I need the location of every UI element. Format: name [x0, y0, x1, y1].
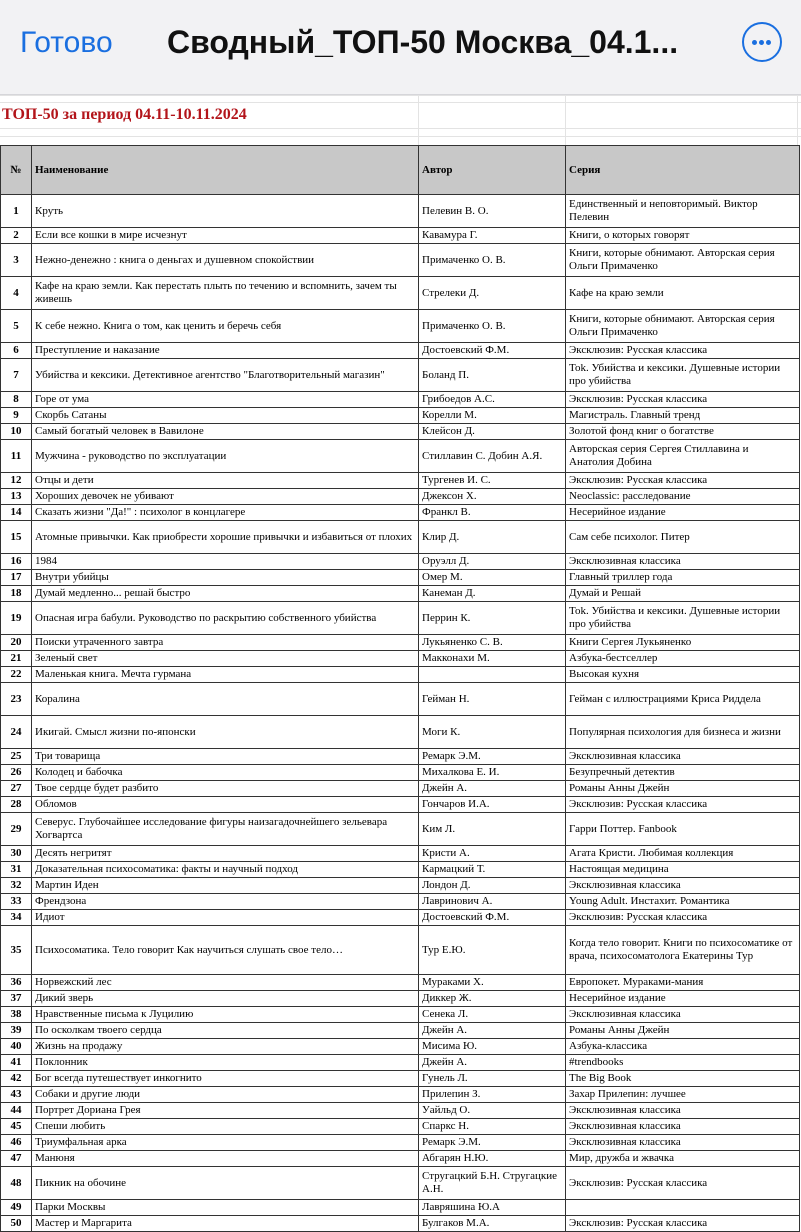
book-title[interactable]: Нравственные письма к Луцилию — [32, 1007, 419, 1023]
book-author[interactable]: Моги К. — [419, 716, 566, 749]
row-num[interactable]: 13 — [1, 489, 32, 505]
row-num[interactable]: 43 — [1, 1087, 32, 1103]
book-series[interactable]: Золотой фонд книг о богатстве — [566, 424, 800, 440]
row-num[interactable]: 17 — [1, 570, 32, 586]
book-author[interactable]: Перрин К. — [419, 602, 566, 635]
table-row[interactable] — [1, 1023, 800, 1039]
table-row[interactable] — [1, 667, 800, 683]
book-author[interactable]: Гончаров И.А. — [419, 797, 566, 813]
book-series[interactable]: Азбука-классика — [566, 1039, 800, 1055]
table-row[interactable] — [1, 244, 800, 277]
row-num[interactable]: 15 — [1, 521, 32, 554]
table-row[interactable] — [1, 440, 800, 473]
table-row[interactable] — [1, 910, 800, 926]
book-author[interactable]: Кристи А. — [419, 846, 566, 862]
row-num[interactable]: 22 — [1, 667, 32, 683]
row-num[interactable]: 16 — [1, 554, 32, 570]
book-series[interactable]: Tok. Убийства и кексики. Душевные истории про убийства — [566, 602, 800, 635]
row-num[interactable]: 49 — [1, 1200, 32, 1216]
row-num[interactable]: 7 — [1, 359, 32, 392]
book-title[interactable]: Преступление и наказание — [32, 343, 419, 359]
table-row[interactable] — [1, 975, 800, 991]
book-title[interactable]: Бог всегда путешествует инкогнито — [32, 1071, 419, 1087]
book-title[interactable]: Кафе на краю земли. Как перестать плыть по течению и вспомнить, зачем ты живешь — [32, 277, 419, 310]
book-author[interactable]: Грибоедов А.С. — [419, 392, 566, 408]
book-series[interactable]: Эксклюзив: Русская классика — [566, 910, 800, 926]
book-series[interactable]: Азбука-бестселлер — [566, 651, 800, 667]
header-num: № — [1, 146, 32, 195]
book-author[interactable]: Тургенев И. С. — [419, 473, 566, 489]
book-series[interactable]: Магистраль. Главный тренд — [566, 408, 800, 424]
table-row[interactable] — [1, 586, 800, 602]
book-title[interactable]: Нежно-денежно : книга о деньгах и душевном спокойствии — [32, 244, 419, 277]
table-row[interactable] — [1, 310, 800, 343]
row-num[interactable]: 9 — [1, 408, 32, 424]
table-row[interactable] — [1, 1039, 800, 1055]
table-row[interactable] — [1, 1200, 800, 1216]
book-title[interactable]: Внутри убийцы — [32, 570, 419, 586]
row-num[interactable]: 24 — [1, 716, 32, 749]
row-num[interactable]: 33 — [1, 894, 32, 910]
row-num[interactable]: 47 — [1, 1151, 32, 1167]
book-series[interactable]: Главный триллер года — [566, 570, 800, 586]
book-author[interactable]: Лавряшина Ю.А — [419, 1200, 566, 1216]
book-author[interactable]: Диккер Ж. — [419, 991, 566, 1007]
row-num[interactable]: 8 — [1, 392, 32, 408]
row-num[interactable]: 42 — [1, 1071, 32, 1087]
table-row[interactable] — [1, 1135, 800, 1151]
table-row[interactable] — [1, 570, 800, 586]
row-num[interactable]: 2 — [1, 228, 32, 244]
book-author[interactable]: Мисима Ю. — [419, 1039, 566, 1055]
table-row[interactable] — [1, 505, 800, 521]
book-series[interactable]: Эксклюзивная классика — [566, 1135, 800, 1151]
book-author[interactable]: Михалкова Е. И. — [419, 765, 566, 781]
table-row[interactable] — [1, 602, 800, 635]
book-title[interactable]: Северус. Глубочайшее исследование фигуры наизагадочнейшего зельевара Хогвартса — [32, 813, 419, 846]
book-title[interactable]: Скорбь Сатаны — [32, 408, 419, 424]
table-row[interactable] — [1, 683, 800, 716]
book-author[interactable]: Джексон Х. — [419, 489, 566, 505]
row-num[interactable]: 34 — [1, 910, 32, 926]
row-num[interactable]: 28 — [1, 797, 32, 813]
book-title[interactable]: Обломов — [32, 797, 419, 813]
book-series[interactable]: Гейман с иллюстрациями Криса Риддела — [566, 683, 800, 716]
book-title[interactable]: Атомные привычки. Как приобрести хорошие привычки и избавиться от плохих — [32, 521, 419, 554]
book-author[interactable]: Абгарян Н.Ю. — [419, 1151, 566, 1167]
book-author[interactable]: Лондон Д. — [419, 878, 566, 894]
table-row[interactable] — [1, 392, 800, 408]
row-num[interactable]: 5 — [1, 310, 32, 343]
row-num[interactable]: 20 — [1, 635, 32, 651]
book-author[interactable]: Макконахи М. — [419, 651, 566, 667]
book-author[interactable]: Примаченко О. В. — [419, 244, 566, 277]
book-series[interactable]: Кафе на краю земли — [566, 277, 800, 310]
book-series[interactable]: Эксклюзивная классика — [566, 1119, 800, 1135]
book-series[interactable]: Neoclassic: расследование — [566, 489, 800, 505]
book-series[interactable]: Эксклюзив: Русская классика — [566, 797, 800, 813]
book-author[interactable]: Примаченко О. В. — [419, 310, 566, 343]
top50-table — [0, 145, 800, 1232]
book-series[interactable]: Настоящая медицина — [566, 862, 800, 878]
table-row[interactable] — [1, 926, 800, 975]
row-num[interactable]: 4 — [1, 277, 32, 310]
book-series[interactable]: Книги, которые обнимают. Авторская серия Ольги Примаченко — [566, 310, 800, 343]
row-num[interactable]: 38 — [1, 1007, 32, 1023]
table-row[interactable] — [1, 781, 800, 797]
book-author[interactable]: Достоевский Ф.М. — [419, 910, 566, 926]
table-row[interactable] — [1, 228, 800, 244]
book-title[interactable]: Коралина — [32, 683, 419, 716]
book-title[interactable]: Идиот — [32, 910, 419, 926]
book-author[interactable]: Кармацкий Т. — [419, 862, 566, 878]
book-title[interactable]: 1984 — [32, 554, 419, 570]
table-row[interactable] — [1, 797, 800, 813]
table-row[interactable] — [1, 343, 800, 359]
book-author[interactable]: Корелли М. — [419, 408, 566, 424]
book-title[interactable]: Мастер и Маргарита — [32, 1216, 419, 1232]
row-num[interactable]: 37 — [1, 991, 32, 1007]
book-series[interactable]: Романы Анны Джейн — [566, 781, 800, 797]
table-row[interactable] — [1, 1055, 800, 1071]
row-num[interactable]: 11 — [1, 440, 32, 473]
table-row[interactable] — [1, 894, 800, 910]
row-num[interactable]: 1 — [1, 195, 32, 228]
book-title[interactable]: Круть — [32, 195, 419, 228]
book-series[interactable]: Гарри Поттер. Fanbook — [566, 813, 800, 846]
row-num[interactable]: 19 — [1, 602, 32, 635]
more-dot — [766, 40, 771, 45]
book-author[interactable]: Ремарк Э.М. — [419, 749, 566, 765]
row-num[interactable]: 25 — [1, 749, 32, 765]
book-series[interactable]: Мир, дружба и жвачка — [566, 1151, 800, 1167]
book-title[interactable]: Дикий зверь — [32, 991, 419, 1007]
book-series[interactable]: Когда тело говорит. Книги по психосоматике от врача, психосоматолога Екатерины Тур — [566, 926, 800, 975]
table-row[interactable] — [1, 195, 800, 228]
book-author[interactable]: Джейн А. — [419, 1023, 566, 1039]
header-author: Автор — [419, 146, 566, 195]
book-series[interactable]: Эксклюзив: Русская классика — [566, 392, 800, 408]
book-author[interactable]: Пелевин В. О. — [419, 195, 566, 228]
book-author[interactable]: Уайльд О. — [419, 1103, 566, 1119]
book-title[interactable]: Собаки и другие люди — [32, 1087, 419, 1103]
table-row[interactable] — [1, 424, 800, 440]
book-author[interactable]: Франкл В. — [419, 505, 566, 521]
row-num[interactable]: 36 — [1, 975, 32, 991]
book-title[interactable]: Сказать жизни "Да!" : психолог в концлагере — [32, 505, 419, 521]
book-title[interactable]: Поиски утраченного завтра — [32, 635, 419, 651]
book-title[interactable]: Френдзона — [32, 894, 419, 910]
document-title: Сводный_ТОП-50 Москва_04.1... — [167, 24, 679, 60]
book-author[interactable]: Сенека Л. — [419, 1007, 566, 1023]
book-title[interactable]: К себе нежно. Книга о том, как ценить и беречь себя — [32, 310, 419, 343]
row-num[interactable]: 10 — [1, 424, 32, 440]
row-num[interactable]: 46 — [1, 1135, 32, 1151]
table-row[interactable] — [1, 489, 800, 505]
book-author[interactable]: Клир Д. — [419, 521, 566, 554]
book-author[interactable]: Джейн А. — [419, 781, 566, 797]
book-author[interactable]: Стругацкий Б.Н. Стругацкие А.Н. — [419, 1167, 566, 1200]
book-title[interactable]: Портрет Дориана Грея — [32, 1103, 419, 1119]
book-author[interactable]: Булгаков М.А. — [419, 1216, 566, 1232]
done-button[interactable]: Готово — [20, 26, 113, 59]
book-series[interactable]: Безупречный детектив — [566, 765, 800, 781]
viewer-toolbar — [0, 0, 801, 95]
row-num[interactable]: 41 — [1, 1055, 32, 1071]
book-series[interactable] — [566, 1200, 800, 1216]
book-series[interactable]: Европокет. Мураками-мания — [566, 975, 800, 991]
row-num[interactable]: 50 — [1, 1216, 32, 1232]
book-series[interactable]: Романы Анны Джейн — [566, 1023, 800, 1039]
book-series[interactable]: Книги, которые обнимают. Авторская серия Ольги Примаченко — [566, 244, 800, 277]
book-series[interactable]: Эксклюзив: Русская классика — [566, 1167, 800, 1200]
table-header-row — [1, 146, 800, 195]
book-series[interactable]: Эксклюзивная классика — [566, 1007, 800, 1023]
book-title[interactable]: Норвежский лес — [32, 975, 419, 991]
table-row[interactable] — [1, 277, 800, 310]
table-row[interactable] — [1, 1119, 800, 1135]
book-title[interactable]: Горе от ума — [32, 392, 419, 408]
table-row[interactable] — [1, 521, 800, 554]
book-title[interactable]: Поклонник — [32, 1055, 419, 1071]
table-row[interactable] — [1, 991, 800, 1007]
table-row[interactable] — [1, 359, 800, 392]
book-title[interactable]: Отцы и дети — [32, 473, 419, 489]
book-title[interactable]: Жизнь на продажу — [32, 1039, 419, 1055]
book-author[interactable]: Тур Е.Ю. — [419, 926, 566, 975]
book-series[interactable]: Книги Сергея Лукьяненко — [566, 635, 800, 651]
header-name: Наименование — [32, 146, 419, 195]
book-series[interactable]: Единственный и неповторимый. Виктор Пелевин — [566, 195, 800, 228]
table-row[interactable] — [1, 1007, 800, 1023]
book-series[interactable]: Популярная психология для бизнеса и жизни — [566, 716, 800, 749]
book-series[interactable]: Young Adult. Инстахит. Романтика — [566, 894, 800, 910]
book-series[interactable]: Эксклюзив: Русская классика — [566, 343, 800, 359]
book-title[interactable]: Психосоматика. Тело говорит Как научиться слушать свое тело… — [32, 926, 419, 975]
book-title[interactable]: Убийства и кексики. Детективное агентство "Благотворительный магазин" — [32, 359, 419, 392]
book-title[interactable]: Мужчина - руководство по эксплуатации — [32, 440, 419, 473]
book-title[interactable]: По осколкам твоего сердца — [32, 1023, 419, 1039]
table-row[interactable] — [1, 554, 800, 570]
row-num[interactable]: 14 — [1, 505, 32, 521]
book-series[interactable]: Эксклюзивная классика — [566, 554, 800, 570]
book-series[interactable]: Эксклюзивная классика — [566, 749, 800, 765]
book-title[interactable]: Пикник на обочине — [32, 1167, 419, 1200]
table-row[interactable] — [1, 716, 800, 749]
book-series[interactable]: Книги, о которых говорят — [566, 228, 800, 244]
row-num[interactable]: 6 — [1, 343, 32, 359]
book-author[interactable]: Гейман Н. — [419, 683, 566, 716]
book-series[interactable]: Эксклюзив: Русская классика — [566, 1216, 800, 1232]
book-series[interactable]: Думай и Решай — [566, 586, 800, 602]
row-num[interactable]: 44 — [1, 1103, 32, 1119]
book-author[interactable]: Достоевский Ф.М. — [419, 343, 566, 359]
row-num[interactable]: 32 — [1, 878, 32, 894]
book-title[interactable]: Икигай. Смысл жизни по-японски — [32, 716, 419, 749]
row-num[interactable]: 48 — [1, 1167, 32, 1200]
book-title[interactable]: Три товарища — [32, 749, 419, 765]
table-row[interactable] — [1, 635, 800, 651]
book-author[interactable]: Канеман Д. — [419, 586, 566, 602]
table-row[interactable] — [1, 1216, 800, 1232]
book-title[interactable]: Если все кошки в мире исчезнут — [32, 228, 419, 244]
book-author[interactable]: Прилепин З. — [419, 1087, 566, 1103]
book-series[interactable]: #trendbooks — [566, 1055, 800, 1071]
row-num[interactable]: 27 — [1, 781, 32, 797]
book-series[interactable]: Сам себе психолог. Питер — [566, 521, 800, 554]
book-author[interactable]: Ремарк Э.М. — [419, 1135, 566, 1151]
book-title[interactable]: Самый богатый человек в Вавилоне — [32, 424, 419, 440]
row-num[interactable]: 39 — [1, 1023, 32, 1039]
book-series[interactable]: Агата Кристи. Любимая коллекция — [566, 846, 800, 862]
book-author[interactable]: Мураками Х. — [419, 975, 566, 991]
book-series[interactable]: Эксклюзив: Русская классика — [566, 473, 800, 489]
spreadsheet-view[interactable] — [0, 95, 801, 1229]
book-series[interactable]: Захар Прилепин: лучшее — [566, 1087, 800, 1103]
table-row[interactable] — [1, 1087, 800, 1103]
book-title[interactable]: Доказательная психосоматика: факты и научный подход — [32, 862, 419, 878]
row-num[interactable]: 23 — [1, 683, 32, 716]
book-author[interactable]: Ким Л. — [419, 813, 566, 846]
header-series: Серия — [566, 146, 800, 195]
row-num[interactable]: 18 — [1, 586, 32, 602]
table-row[interactable] — [1, 1071, 800, 1087]
row-num[interactable]: 29 — [1, 813, 32, 846]
table-row[interactable] — [1, 862, 800, 878]
book-title[interactable]: Десять негритят — [32, 846, 419, 862]
book-series[interactable]: Tok. Убийства и кексики. Душевные истории про убийства — [566, 359, 800, 392]
table-row[interactable] — [1, 878, 800, 894]
book-title[interactable]: Твое сердце будет разбито — [32, 781, 419, 797]
book-title[interactable]: Мартин Иден — [32, 878, 419, 894]
book-series[interactable]: Несерийное издание — [566, 991, 800, 1007]
book-author[interactable]: Гунель Л. — [419, 1071, 566, 1087]
table-row[interactable] — [1, 651, 800, 667]
book-series[interactable]: Несерийное издание — [566, 505, 800, 521]
book-title[interactable]: Думай медленно... решай быстро — [32, 586, 419, 602]
book-author[interactable]: Кавамура Г. — [419, 228, 566, 244]
book-series[interactable]: Эксклюзивная классика — [566, 878, 800, 894]
book-author[interactable]: Джейн А. — [419, 1055, 566, 1071]
book-title[interactable]: Хороших девочек не убивают — [32, 489, 419, 505]
book-author[interactable]: Боланд П. — [419, 359, 566, 392]
book-author[interactable]: Стиллавин С. Добин А.Я. — [419, 440, 566, 473]
book-author[interactable]: Лукьяненко С. В. — [419, 635, 566, 651]
book-title[interactable]: Парки Москвы — [32, 1200, 419, 1216]
ellipsis-circle-icon[interactable] — [742, 22, 782, 62]
book-title[interactable]: Колодец и бабочка — [32, 765, 419, 781]
table-row[interactable] — [1, 473, 800, 489]
book-series[interactable]: Авторская серия Сергея Стиллавина и Анатолия Добина — [566, 440, 800, 473]
row-num[interactable]: 35 — [1, 926, 32, 975]
book-title[interactable]: Спеши любить — [32, 1119, 419, 1135]
row-num[interactable]: 26 — [1, 765, 32, 781]
book-title[interactable]: Триумфальная арка — [32, 1135, 419, 1151]
table-row[interactable] — [1, 1167, 800, 1200]
report-title: ТОП-50 за период 04.11-10.11.2024 — [2, 106, 247, 123]
table-row[interactable] — [1, 408, 800, 424]
row-num[interactable]: 40 — [1, 1039, 32, 1055]
row-num[interactable]: 45 — [1, 1119, 32, 1135]
table-row[interactable] — [1, 846, 800, 862]
row-num[interactable]: 30 — [1, 846, 32, 862]
table-row[interactable] — [1, 1151, 800, 1167]
book-series[interactable]: Эксклюзивная классика — [566, 1103, 800, 1119]
more-dot — [759, 40, 764, 45]
more-dot — [752, 40, 757, 45]
book-title[interactable]: Опасная игра бабули. Руководство по раскрытию собственного убийства — [32, 602, 419, 635]
table-row[interactable] — [1, 765, 800, 781]
book-series[interactable]: The Big Book — [566, 1071, 800, 1087]
row-num[interactable]: 3 — [1, 244, 32, 277]
book-author[interactable]: Лавринович А. — [419, 894, 566, 910]
row-num[interactable]: 21 — [1, 651, 32, 667]
row-num[interactable]: 12 — [1, 473, 32, 489]
book-author[interactable]: Омер М. — [419, 570, 566, 586]
book-author[interactable]: Спаркс Н. — [419, 1119, 566, 1135]
table-row[interactable] — [1, 1103, 800, 1119]
book-author[interactable]: Оруэлл Д. — [419, 554, 566, 570]
book-series[interactable]: Высокая кухня — [566, 667, 800, 683]
book-title[interactable]: Зеленый свет — [32, 651, 419, 667]
table-row[interactable] — [1, 813, 800, 846]
table-row[interactable] — [1, 749, 800, 765]
book-title[interactable]: Манюня — [32, 1151, 419, 1167]
row-num[interactable]: 31 — [1, 862, 32, 878]
book-author[interactable]: Клейсон Д. — [419, 424, 566, 440]
book-author[interactable]: Стрелеки Д. — [419, 277, 566, 310]
book-title[interactable]: Маленькая книга. Мечта гурмана — [32, 667, 419, 683]
book-author[interactable] — [419, 667, 566, 683]
